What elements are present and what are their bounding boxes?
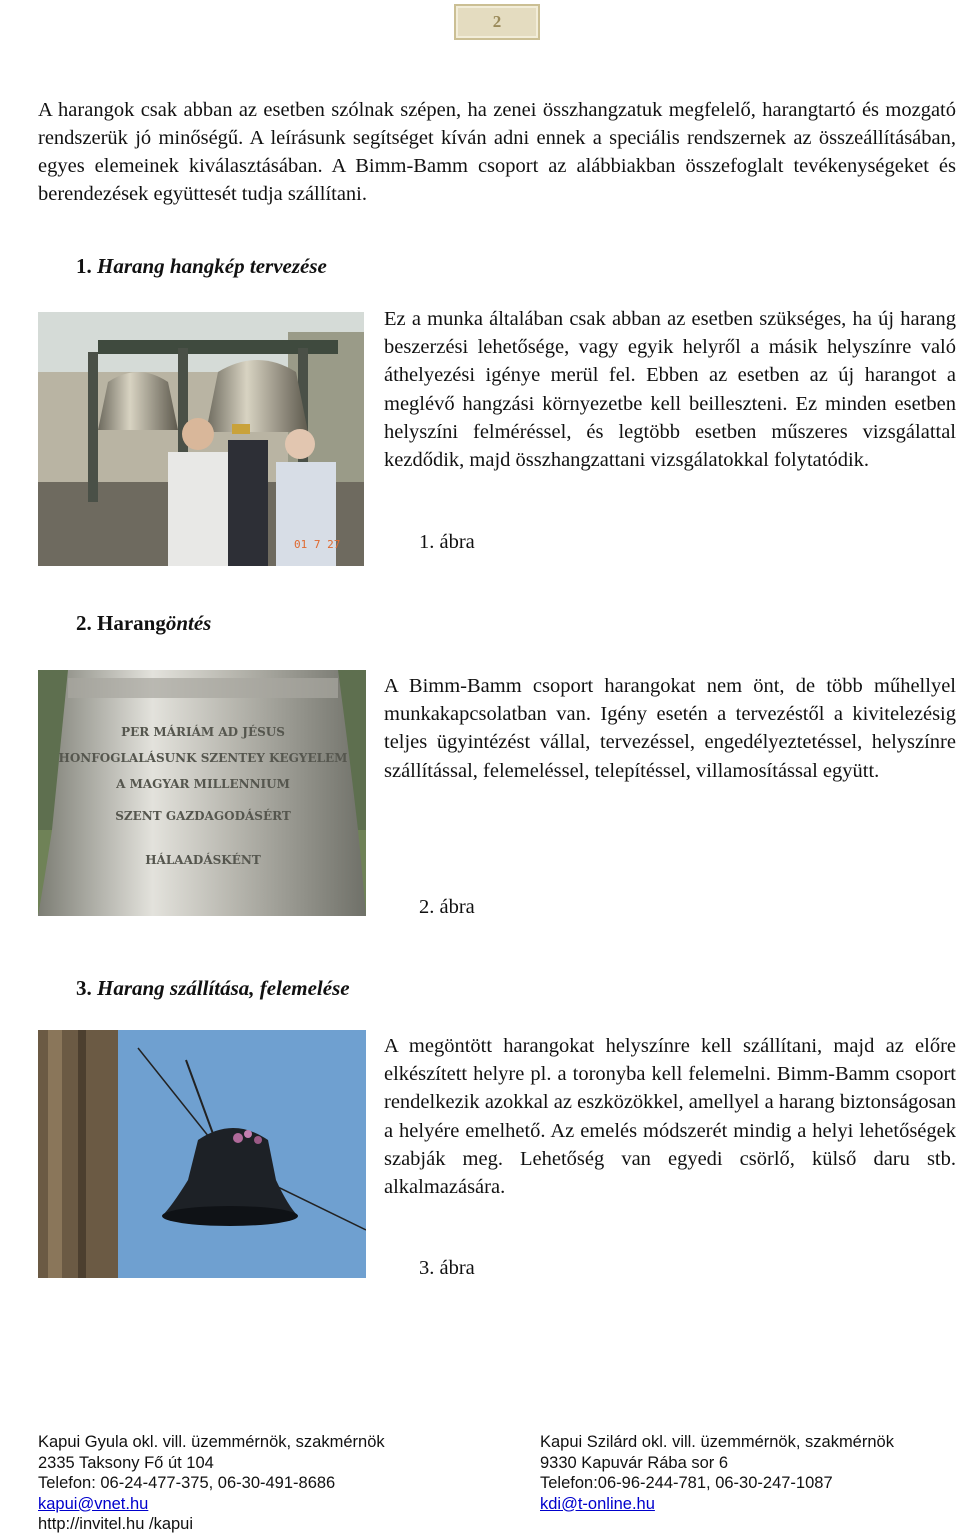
intro-paragraph: A harangok csak abban az esetben szólnak szépen, ha zenei összhangzatuk megfelelő, harangtartó és mozgató rendszerük jó minőségű. A leírásunk segítséget kíván adni ennek a speciális rendszernek az összeállításában, egyes elemeinek kiválasztásában. A Bimm-Bamm csoport az alábbiakban összefoglalt tevékenységeket és berendezések együttesét tudja szállítani. <box>38 99 956 205</box>
contact-left-phone: Telefon: 06-24-477-375, 06-30-491-8686 <box>38 1474 336 1492</box>
figure-3-caption: 3. ábra <box>419 1257 475 1279</box>
section-1-paragraph: Ez a munka általában csak abban az esetben szükséges, ha új harang beszerzési lehetősége, vagy egyik helyről a másik helyszínre való áthelyezési igénye merül fel. Ebben az esetben az új harangot a meglévő hangzási környezetbe kell beilleszteni. Ez minden esetben helyszíni felméréssel, és legtöbb esetben műszeres vizsgálattal kezdődik, majd összhangzattani vizsgálatokkal folytatódik. <box>384 308 956 472</box>
section-2-title-italic: öntés <box>165 611 212 635</box>
contact-left-email-link[interactable]: kapui@vnet.hu <box>38 1494 149 1513</box>
contact-left-address: 2335 Taksony Fő út 104 <box>38 1453 214 1472</box>
footer-contact-left <box>38 1432 385 1535</box>
inscription-line-3: A MAGYAR MILLENNIUM <box>116 777 290 791</box>
section-1-title: Harang hangkép tervezése <box>97 254 327 278</box>
figure-1-photo-bell-inspection <box>38 312 364 566</box>
inscription-line-5: HÁLAADÁSKÉNT <box>145 853 261 867</box>
page-number-badge: 2 <box>454 4 540 40</box>
section-2-heading <box>76 611 211 636</box>
contact-right-phone: Telefon:06-96-244-781, 06-30-247-1087 <box>540 1474 833 1492</box>
section-1-heading <box>76 254 327 279</box>
figure-2-caption: 2. ábra <box>419 896 475 918</box>
inscription-line-1: PER MÁRIÁM AD JÉSUS <box>121 725 285 739</box>
section-3-number: 3. <box>76 976 92 1000</box>
footer-contact-right <box>540 1432 894 1514</box>
inscription-line-4: SZENT GAZDAGODÁSÉRT <box>115 809 291 823</box>
photo-date-stamp: 01 7 27 <box>294 538 341 551</box>
section-3-paragraph: A megöntött harangokat helyszínre kell szállítani, majd az előre elkészített helyre pl. a toronyba kell felemelni. Bimm-Bamm csoport rendelkezik azokkal az eszközökkel, amellyel a harang biztonságosan a helyére emelhető. Az emelés módszerét mindig a helyi lehetőségek szabják meg. Lehetőség van egyedi csörlő, külső daru stb. alkalmazására. <box>384 1035 956 1199</box>
section-3-title: Harang szállítása, felemelése <box>97 976 350 1000</box>
section-2-title-plain: Harang <box>97 611 166 635</box>
contact-right-name: Kapui Szilárd okl. vill. üzemmérnök, szakmérnök <box>540 1433 894 1451</box>
contact-left-name: Kapui Gyula okl. vill. üzemmérnök, szakmérnök <box>38 1433 385 1451</box>
contact-right-email-link[interactable]: kdi@t-online.hu <box>540 1494 655 1513</box>
contact-right-address: 9330 Kapuvár Rába sor 6 <box>540 1453 729 1472</box>
section-1-number: 1. <box>76 254 92 278</box>
inscription-line-2: HONFOGLALÁSUNK SZENTEY KEGYELEM <box>58 751 348 765</box>
figure-3-photo-bell-lifting <box>38 1030 366 1278</box>
section-2-paragraph: A Bimm-Bamm csoport harangokat nem önt, de több műhellyel munkakapcsolatban van. Igény esetén a tervezéstől a kivitelezésig teljes ügyintézést vállal, tervezéssel, engedélyeztetéssel, helyszínre szállítással, felemeléssel, telepítéssel, villamosítással együtt. <box>384 675 956 782</box>
figure-1-caption: 1. ábra <box>419 531 475 553</box>
contact-left-web[interactable]: http://invitel.hu /kapui <box>38 1515 194 1533</box>
section-2-number: 2. <box>76 611 92 635</box>
figure-2-photo-bell-inscription <box>38 670 366 916</box>
section-3-heading <box>76 976 350 1001</box>
